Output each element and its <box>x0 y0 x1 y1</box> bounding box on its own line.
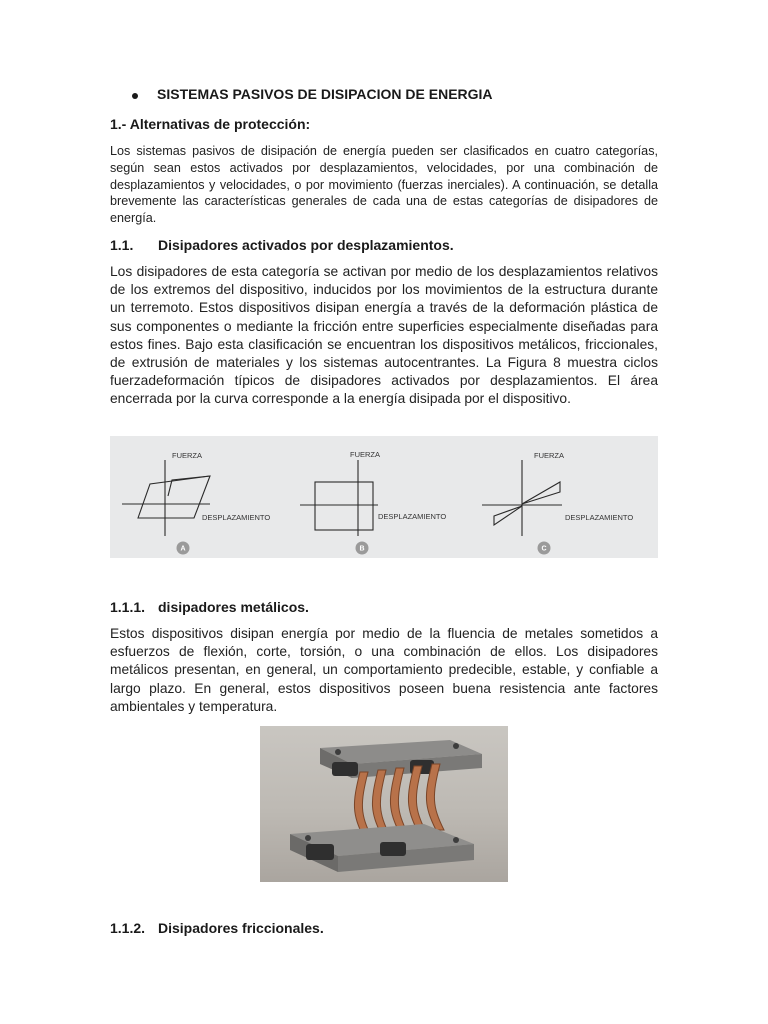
document-title: SISTEMAS PASIVOS DE DISIPACION DE ENERGIA <box>157 86 493 102</box>
panel-c-loop-upper <box>522 482 560 504</box>
section-number: 1.1.2. <box>110 920 146 936</box>
metallic-damper-photo <box>260 726 508 882</box>
panel-a-badge-label: A <box>180 545 186 553</box>
section-1-paragraph: Los sistemas pasivos de disipación de energía pueden ser clasificados en cuatro categorías, según sean estos activados por desplazamientos, velocidades, por una combinación de desplazamientos y velocidades, o por movimiento (fuerzas inerciales). A continuación, se detalla brevemente las características generales de cada una de estas categorías de disipadores de energía. <box>110 144 658 226</box>
panel-c-badge-label: C <box>541 545 547 553</box>
panel-c-loop-lower <box>494 506 522 525</box>
section-1-1-paragraph: Los disipadores de esta categoría se activan por medio de los desplazamientos relativos de los extremos del dispositivo, inducidos por los movimientos de la estructura durante un terremoto. Estos dispositivos disipan energía a través de la deformación plástica de sus componentes o mediante la fricción entre superficies especialmente diseñadas para estos fines. Bajo esta clasificación se encuentran los dispositivos metálicos, friccionales, de extrusión de materiales y los sistemas autocentrantes. La Figura 8 muestra ciclos fuerzadeformación típicos de disipadores activados por desplazamientos. El área encerrada por la curva corresponde a la energía disipada por el dispositivo. <box>110 264 658 407</box>
section-title: Disipadores friccionales. <box>158 920 324 936</box>
section-number: 1.1.1. <box>110 599 146 615</box>
panel-a-y-label: FUERZA <box>172 451 202 460</box>
panel-b-diagram <box>300 460 378 536</box>
section-1-1-2-heading <box>110 920 324 936</box>
bullet-icon <box>132 93 138 99</box>
hysteresis-figure <box>110 436 658 558</box>
panel-c-y-label: FUERZA <box>534 451 564 460</box>
panel-a-loop <box>138 476 210 518</box>
section-number: 1.1. <box>110 237 134 253</box>
section-title: Disipadores activados por desplazamientos. <box>158 237 454 253</box>
metallic-damper-illustration <box>260 726 508 882</box>
section-1-heading: 1.- Alternativas de protección: <box>110 116 311 132</box>
panel-b-loop <box>315 482 373 530</box>
section-title: disipadores metálicos. <box>158 599 309 615</box>
panel-a-diagram <box>122 460 210 536</box>
section-1-1-heading <box>110 237 454 253</box>
panel-a-x-label: DESPLAZAMIENTO <box>202 513 271 522</box>
section-1-1-1-heading <box>110 599 309 615</box>
panel-c-x-label: DESPLAZAMIENTO <box>565 513 634 522</box>
panel-b-badge-label: B <box>359 545 365 553</box>
section-1-1-1-paragraph: Estos dispositivos disipan energía por medio de la fluencia de metales sometidos a esfuerzos de flexión, corte, torsión, o una combinación de ellos. Los disipadores metálicos presentan, en general, un comportamiento predecible, estable, y confiable a largo plazo. En general, estos dispositivos poseen buena resistencia ante factores ambientales y temperatura. <box>110 626 658 714</box>
panel-b-y-label: FUERZA <box>350 450 380 459</box>
hysteresis-diagrams <box>110 436 658 558</box>
panel-c-diagram <box>482 460 562 536</box>
panel-b-x-label: DESPLAZAMIENTO <box>378 512 447 521</box>
